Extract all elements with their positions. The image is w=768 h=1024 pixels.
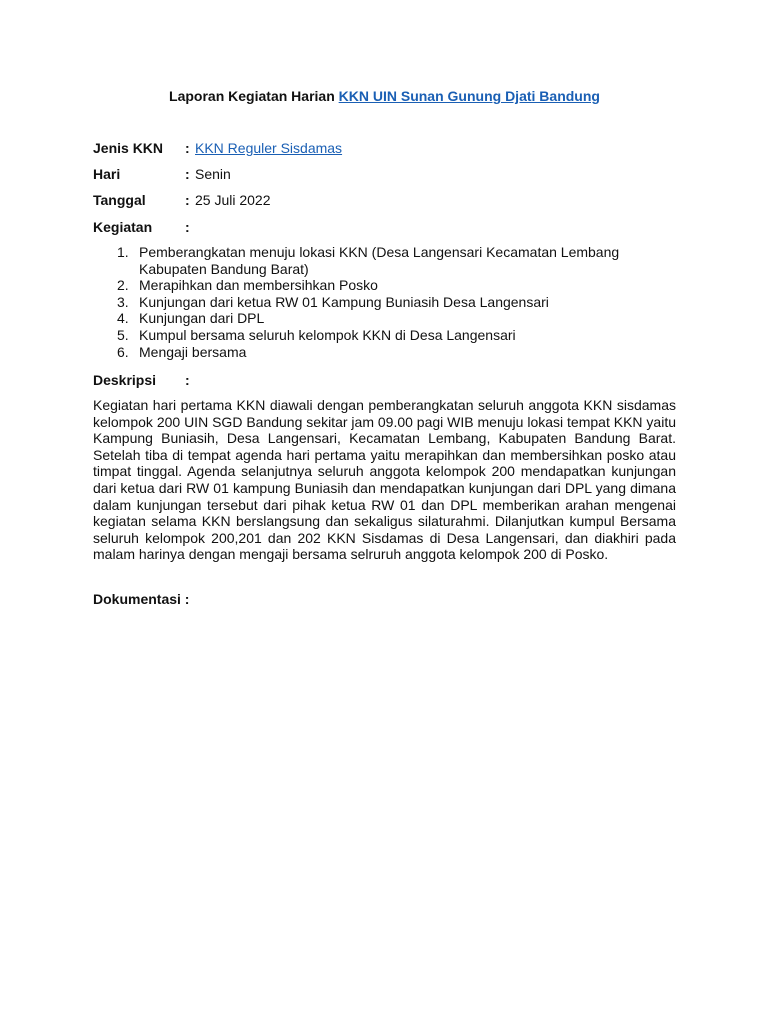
list-item-number: 5. <box>117 326 129 343</box>
list-item <box>93 327 676 344</box>
jenis-kkn-colon: : <box>185 140 190 156</box>
list-item-text: Kunjungan dari ketua RW 01 Kampung Buniasih Desa Langensari <box>139 293 549 310</box>
kegiatan-label: Kegiatan <box>93 219 153 235</box>
list-item-number: 3. <box>117 293 129 310</box>
jenis-kkn-label: Jenis KKN <box>93 140 164 156</box>
tanggal-value: 25 Juli 2022 <box>195 192 271 208</box>
dokumentasi-label: Dokumentasi : <box>93 591 190 607</box>
hari-label: Hari <box>93 166 121 182</box>
list-item-number: 6. <box>117 343 129 360</box>
hari-colon: : <box>185 166 190 182</box>
jenis-kkn-link[interactable]: KKN Reguler Sisdamas <box>195 140 343 156</box>
list-item <box>93 277 676 294</box>
document-page <box>93 0 676 1024</box>
description-paragraph: Kegiatan hari pertama KKN diawali dengan pemberangkatan seluruh anggota KKN sisdamas kelompok 200 UIN SGD Bandung sekitar jam 09.00 pagi WIB menuju lokasi tempat KKN yaitu Kampung Buniasih, Desa Langensari, Kecamatan Lembang, Kabupaten Bandung Barat. Setelah tiba di tempat agenda hari pertama yaitu merapihkan dan membersihkan posko atau timpat tinggal. Agenda selanjutnya seluruh anggota kelompok 200 mendapatkan kunjungan dari ketua dari RW 01 kampung Buniasih dan mendapatkan kunjungan dari DPL yang dimana dalam kunjungan tersebut dari pihak ketua RW 01 dan DPL memberikan arahan mengenai kegiatan selama KKN berslangsung dan sekaligus silaturahmi. Dilanjutkan kumpul Bersama seluruh kelompok 200,201 dan 202 KKN Sisdamas di Desa Langensari, dan diakhiri pada malam harinya dengan mengaji bersama selruruh anggota kelompok 200 di Posko. <box>93 397 676 563</box>
list-item-text: Kunjungan dari DPL <box>139 310 265 327</box>
deskripsi-colon: : <box>185 372 190 388</box>
kkn-uin-link[interactable]: KKN UIN Sunan Gunung Djati Bandung <box>338 88 600 104</box>
list-item-number: 4. <box>117 310 129 327</box>
tanggal-colon: : <box>185 192 190 208</box>
list-item <box>93 244 676 277</box>
list-item-number: 1. <box>117 244 129 260</box>
field-kegiatan <box>93 218 676 236</box>
field-jenis-kkn <box>93 139 676 157</box>
list-item-number: 2. <box>117 277 129 294</box>
report-title <box>93 87 676 105</box>
field-hari <box>93 165 676 183</box>
report-title-prefix: Laporan Kegiatan Harian <box>169 88 339 104</box>
kegiatan-colon: : <box>185 219 190 235</box>
deskripsi-label: Deskripsi <box>93 372 157 388</box>
list-item-text: Kumpul bersama seluruh kelompok KKN di Desa Langensari <box>139 326 516 343</box>
hari-value: Senin <box>195 166 231 182</box>
list-item-text: Merapihkan dan membersihkan Posko <box>139 277 378 294</box>
list-item-text: Pemberangkatan menuju lokasi KKN (Desa Langensari Kecamatan Lembang Kabupaten Bandung Barat) <box>139 244 620 277</box>
list-item <box>93 344 676 361</box>
tanggal-label: Tanggal <box>93 192 146 208</box>
activity-list <box>93 244 676 360</box>
field-tanggal <box>93 191 676 209</box>
list-item-text: Mengaji bersama <box>139 343 247 360</box>
list-item <box>93 310 676 327</box>
list-item <box>93 294 676 311</box>
